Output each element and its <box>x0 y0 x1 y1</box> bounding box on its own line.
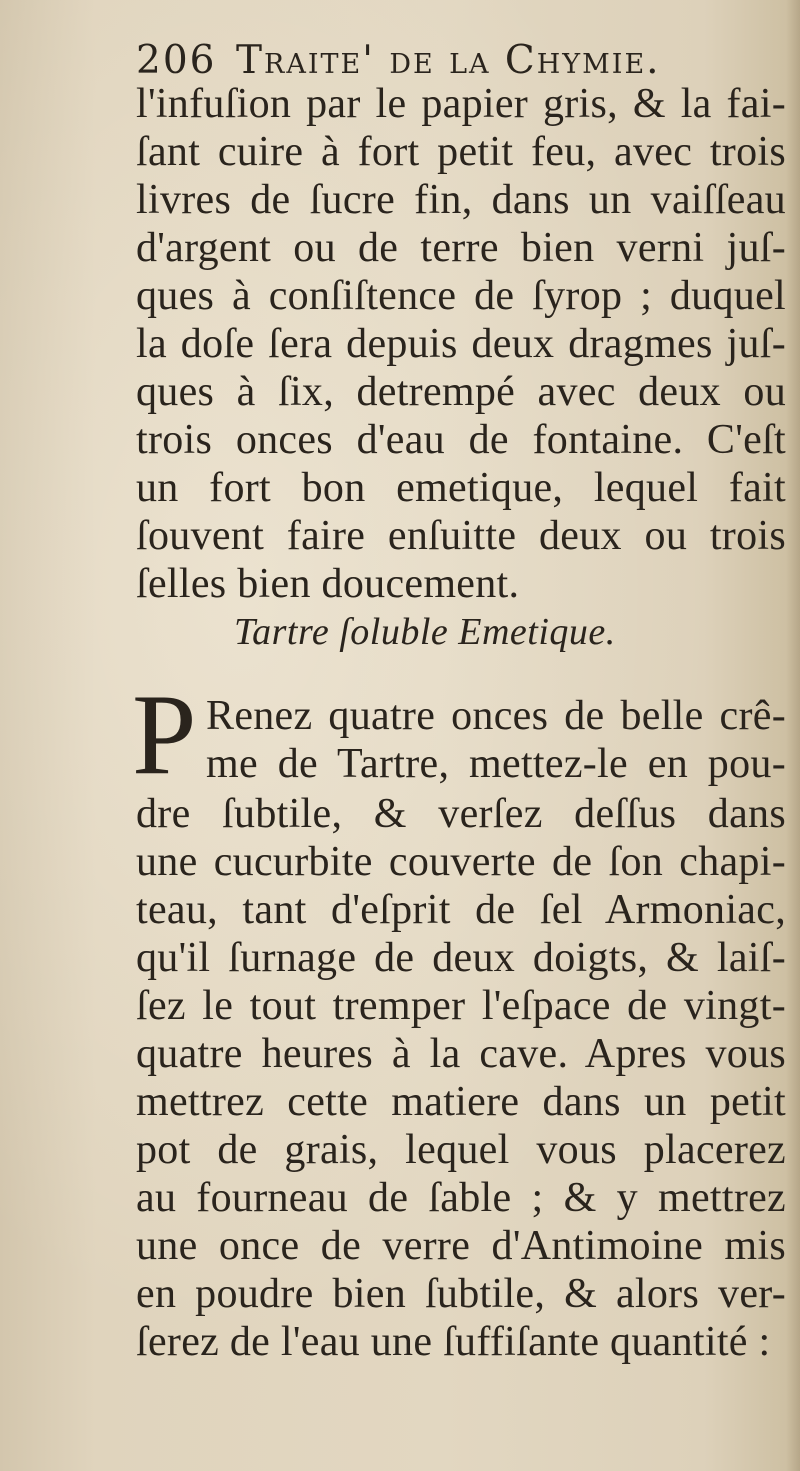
text-line: Renez quatre onces de belle crê- <box>206 693 786 739</box>
text-line: ſerez de l'eau une ſuffiſante quantité : <box>136 1319 771 1365</box>
text-line: trois onces d'eau de fontaine. C'eſt <box>136 417 786 463</box>
text-line: en poudre bien ſubtile, & alors ver- <box>136 1271 786 1317</box>
page-number: 206 <box>136 38 217 83</box>
text-line: qu'il ſurnage de deux doigts, & laiſ- <box>136 935 786 981</box>
text-line: ſelles bien doucement. <box>136 561 520 607</box>
text-line: quatre heures à la cave. Apres vous <box>136 1031 786 1077</box>
drop-cap: P <box>132 671 197 799</box>
text-line: un fort bon emetique, lequel fait <box>136 465 786 511</box>
text-line: dre ſubtile, & verſez deſſus dans <box>136 791 786 837</box>
text-line: livres de ſucre fin, dans un vaiſſeau <box>136 177 786 223</box>
text-line: teau, tant d'eſprit de ſel Armoniac, <box>136 887 786 933</box>
text-line: ques à ſix, detrempé avec deux ou <box>136 369 786 415</box>
text-line: ſez le tout tremper l'eſpace de vingt- <box>136 983 786 1029</box>
text-line: mettrez cette matiere dans un petit <box>136 1079 786 1125</box>
text-line: me de Tartre, mettez-le en pou- <box>206 741 786 787</box>
text-line: une cucurbite couverte de ſon chapi- <box>136 839 786 885</box>
page-edge-shadow <box>786 0 800 1471</box>
text-line: pot de grais, lequel vous placerez <box>136 1127 786 1173</box>
text-line: une once de verre d'Antimoine mis <box>136 1223 786 1269</box>
text-line: ques à conſiſtence de ſyrop ; duquel <box>136 273 786 319</box>
text-line: ſouvent faire enſuitte deux ou trois <box>136 513 786 559</box>
text-line: la doſe ſera depuis deux dragmes juſ- <box>136 321 786 367</box>
text-line: l'infuſion par le papier gris, & la fai- <box>136 81 786 127</box>
text-line: au fourneau de ſable ; & y mettrez <box>136 1175 786 1221</box>
text-line: d'argent ou de terre bien verni juſ- <box>136 225 786 271</box>
running-title: Traite' de la Chymie. <box>236 38 661 83</box>
text-line: ſant cuire à fort petit feu, avec trois <box>136 129 786 175</box>
section-title: Tartre ſoluble Emetique. <box>234 611 616 653</box>
